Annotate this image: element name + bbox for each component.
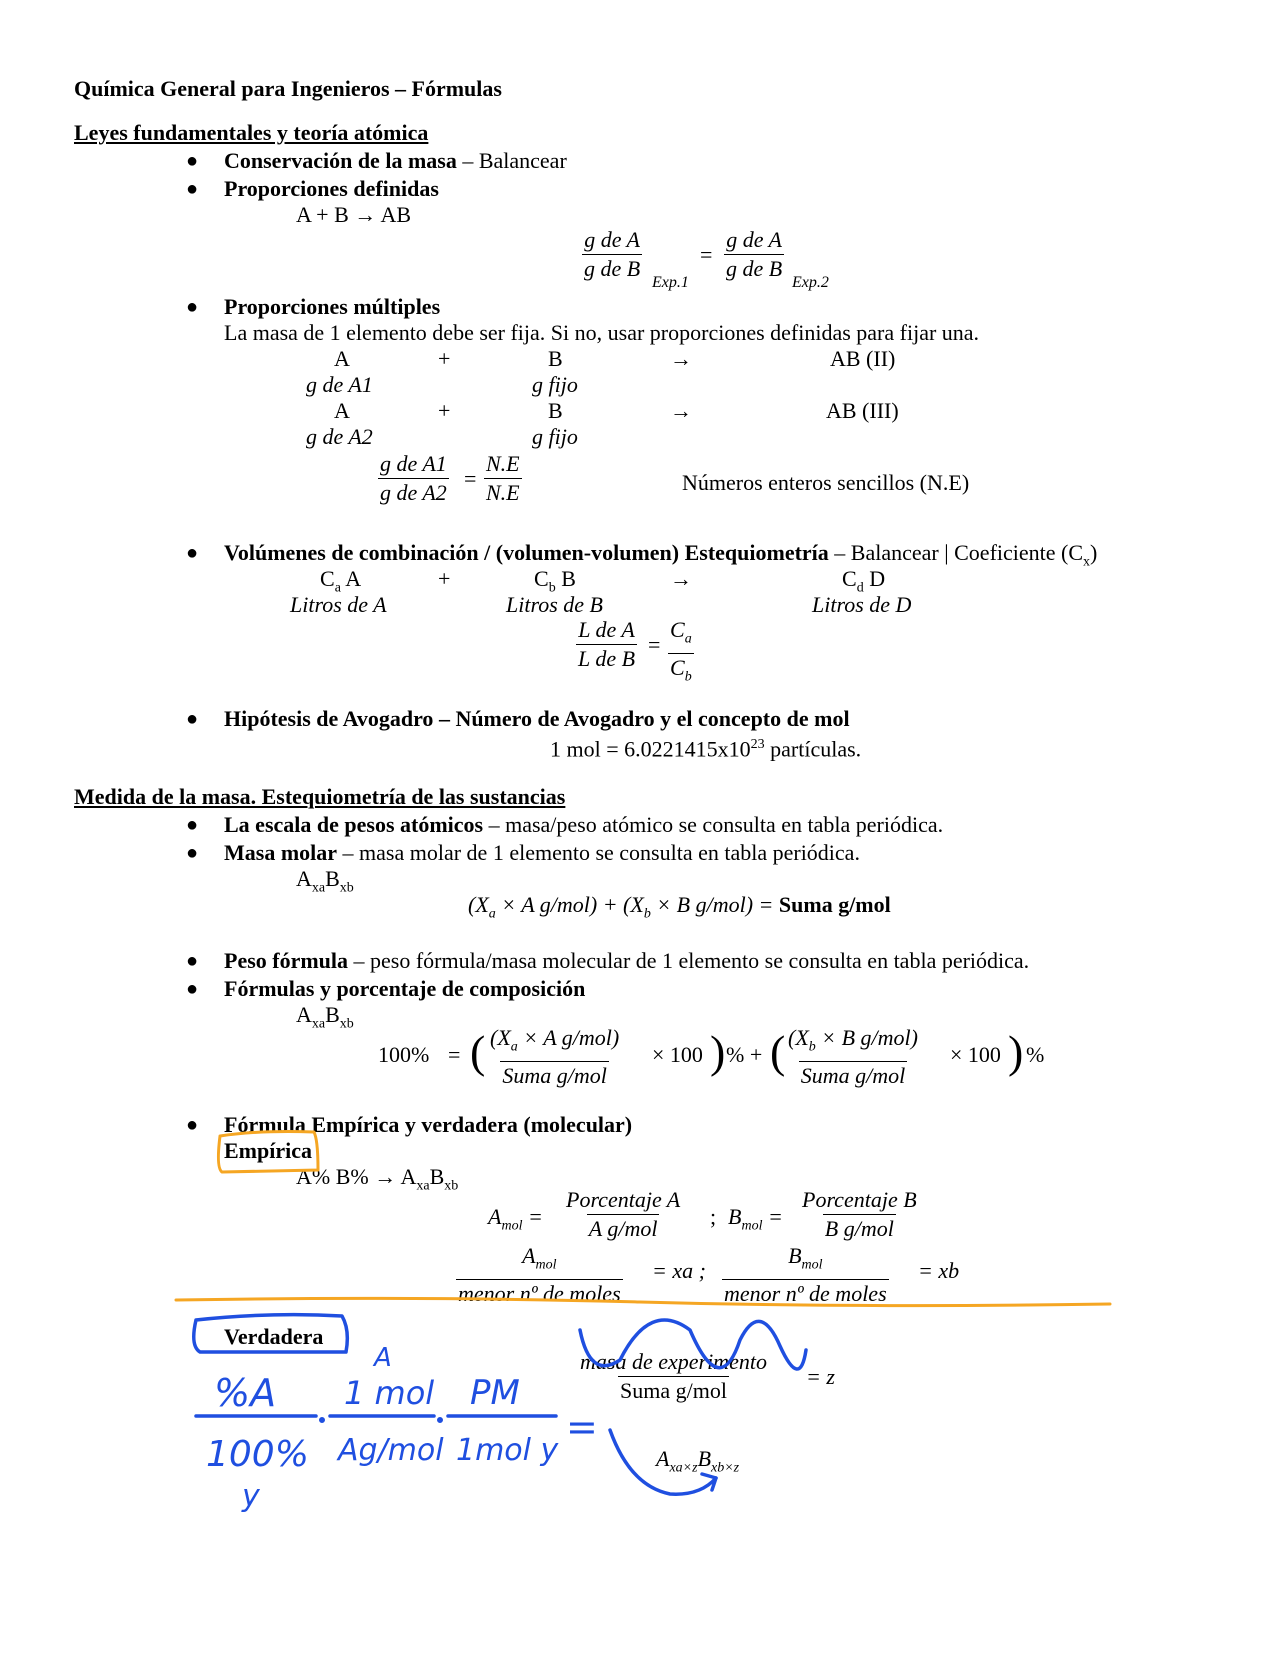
hw-a-top: A — [374, 1343, 392, 1373]
bullet-icon: ● — [186, 150, 199, 172]
xb-frac: $B_{mol}$ menor nº de moles — [724, 1243, 887, 1307]
paren-open: ( — [770, 1026, 786, 1077]
bullet-icon: ● — [186, 978, 199, 1000]
bullet-icon: ● — [186, 950, 199, 972]
row2-g-fijo: g fijo — [532, 424, 578, 449]
avogadro-number: 1 mol = $6.0221415x10^{23}$ partículas. — [550, 736, 862, 762]
paren-open: ( — [470, 1026, 486, 1077]
item-definite-proportions: Proporciones definidas — [224, 176, 439, 201]
percent-hundred: 100% — [378, 1042, 430, 1067]
hw-one-mol-y: 1mol y — [456, 1433, 559, 1468]
molar-compound: $A_{xa}B_{xb}$ — [296, 866, 354, 896]
equals-sign: = — [464, 466, 477, 491]
vol-liters-b: Litros de B — [506, 592, 603, 617]
hw-a-gmol: Ag/mol — [338, 1433, 444, 1468]
item-multiple-proportions: Proporciones múltiples — [224, 294, 441, 319]
bullet-icon: ● — [186, 708, 199, 730]
item-volumes: Volúmenes de combinación / (volumen-volumen) Estequiometría – Balancear | Coeficiente $(C_x)$ — [224, 540, 1098, 570]
row1-g-a1: g de A1 — [306, 372, 373, 397]
bullet-icon: ● — [186, 178, 199, 200]
item-avogadro: Hipótesis de Avogadro – Número de Avogadro y el concepto de mol — [224, 706, 850, 731]
row1-b: B — [548, 346, 563, 371]
vol-cb: $C_b$ B — [534, 566, 576, 596]
percent-times-b: × 100 — [950, 1042, 1001, 1067]
equals-sign: = — [700, 242, 713, 267]
section-heading-laws: Leyes fundamentales y teoría atómica — [74, 120, 429, 145]
row1-ab: AB (II) — [830, 346, 896, 371]
true-result: = z — [806, 1364, 835, 1389]
row2-a: A — [334, 398, 350, 423]
percent-equals: = — [448, 1042, 461, 1067]
definite-frac-exp1: $\frac{\text{g de A}}{\text{g de B}}$ — [584, 227, 641, 281]
percent-plus: % + — [726, 1042, 763, 1067]
item-empirical: Fórmula Empírica y verdadera (molecular) — [224, 1112, 633, 1137]
amol-frac: Porcentaje A A g/mol — [566, 1187, 681, 1241]
paren-close: ) — [710, 1026, 726, 1077]
section-heading-mass: Medida de la masa. Estequiometría de las sustancias — [74, 784, 566, 809]
multiple-frac-ne: $\frac{N.E}{N.E}$ — [486, 451, 520, 505]
percent-sign: % — [1026, 1042, 1045, 1067]
hw-y: y — [242, 1479, 260, 1514]
row1-a: A — [334, 346, 350, 371]
definite-frac-exp2: $\frac{\text{g de A}}{\text{g de B}}$ — [726, 227, 783, 281]
item-percent-composition: Fórmulas y porcentaje de composición — [224, 976, 586, 1001]
percent-times-a: × 100 — [652, 1042, 703, 1067]
row1-arrow: → — [670, 346, 692, 371]
item-conservation: Conservación de la masa – Balancear — [224, 148, 567, 173]
vol-plus: + — [438, 566, 451, 591]
bmol-label: $B_{mol}$ = — [728, 1204, 783, 1234]
amol-label: $A_{mol}$ = — [488, 1204, 543, 1234]
true-frac: masa de experimento Suma g/mol — [580, 1349, 767, 1403]
equals-sign: = — [648, 632, 661, 657]
vol-frac-liters: $\frac{\text{L de A}}{\text{L de B}}$ — [578, 617, 636, 671]
exp2-subscript: Exp.2 — [792, 274, 829, 291]
molar-formula: ($X_a \times A$ $g/mol) + (X_b \times B$ g/mol) = Suma g/mol — [468, 892, 891, 922]
vol-ca: $C_a$ A — [320, 566, 362, 596]
row2-plus: + — [438, 398, 451, 423]
item-formula-weight: Peso fórmula – peso fórmula/masa molecular de 1 elemento se consulta en tabla periódica. — [224, 948, 1030, 973]
row2-b: B — [548, 398, 563, 423]
bullet-icon: ● — [186, 542, 199, 564]
row2-ab: AB (III) — [826, 398, 899, 423]
row2-g-a2: g de A2 — [306, 424, 373, 449]
row2-arrow: → — [670, 398, 692, 423]
item-molar-mass: Masa molar – masa molar de 1 elemento se consulta en tabla periódica. — [224, 840, 860, 865]
true-label: Verdadera — [224, 1324, 324, 1349]
bmol-frac: Porcentaje B B g/mol — [802, 1187, 917, 1241]
definite-reaction: A + B → AB — [296, 202, 412, 227]
amol-sep: ; — [710, 1204, 717, 1229]
row1-g-fijo: g fijo — [532, 372, 578, 397]
vol-cd: $C_d$ D — [842, 566, 886, 596]
item-atomic-scale: La escala de pesos atómicos – masa/peso atómico se consulta en tabla periódica. — [224, 812, 944, 837]
vol-arrow: → — [670, 566, 692, 591]
hw-pm: PM — [470, 1373, 520, 1413]
hw-hundred-percent: 100% — [206, 1434, 309, 1475]
bullet-icon: ● — [186, 296, 199, 318]
paren-close: ) — [1008, 1026, 1024, 1077]
empirical-label: Empírica — [224, 1138, 312, 1163]
true-formula: $A_{xa\times z}B_{xb\times z}$ — [656, 1446, 740, 1476]
yellow-divider — [176, 1298, 1110, 1305]
bullet-icon: ● — [186, 842, 199, 864]
hw-percent-a: %A — [214, 1371, 277, 1415]
percent-frac-b: ($X_b \times B$ g/mol) Suma g/mol — [788, 1025, 918, 1089]
percent-compound: $A_{xa}B_{xb}$ — [296, 1002, 354, 1032]
ne-note: Números enteros sencillos (N.E) — [682, 470, 970, 495]
page-title: Química General para Ingenieros – Fórmulas — [74, 76, 502, 101]
row1-plus: + — [438, 346, 451, 371]
hw-equals: = — [566, 1405, 598, 1449]
xb-result: = xb — [918, 1258, 960, 1283]
xa-result: = xa ; — [652, 1258, 706, 1283]
hw-one-mol: 1 mol — [344, 1374, 435, 1412]
multiple-frac-mass: $\frac{\text{g de A1}}{\text{g de A2}}$ — [380, 451, 447, 505]
exp1-subscript: Exp.1 — [652, 274, 689, 291]
vol-liters-a: Litros de A — [290, 592, 387, 617]
empirical-line: A% $B\% \to A_{xa}B_{xb}$ — [296, 1164, 459, 1194]
percent-frac-a: ($X_a \times A$ g/mol) Suma g/mol — [490, 1025, 620, 1089]
vol-frac-coeff: $\frac{C_a}{C_b}$ — [668, 616, 694, 692]
multiple-desc: La masa de 1 elemento debe ser fija. Si no, usar proporciones definidas para fijar una. — [224, 320, 980, 345]
vol-liters-d: Litros de D — [812, 592, 912, 617]
bullet-icon: ● — [186, 814, 199, 836]
xa-frac: $A_{mol}$ menor nº de moles — [458, 1243, 621, 1307]
bullet-icon: ● — [186, 1114, 199, 1136]
